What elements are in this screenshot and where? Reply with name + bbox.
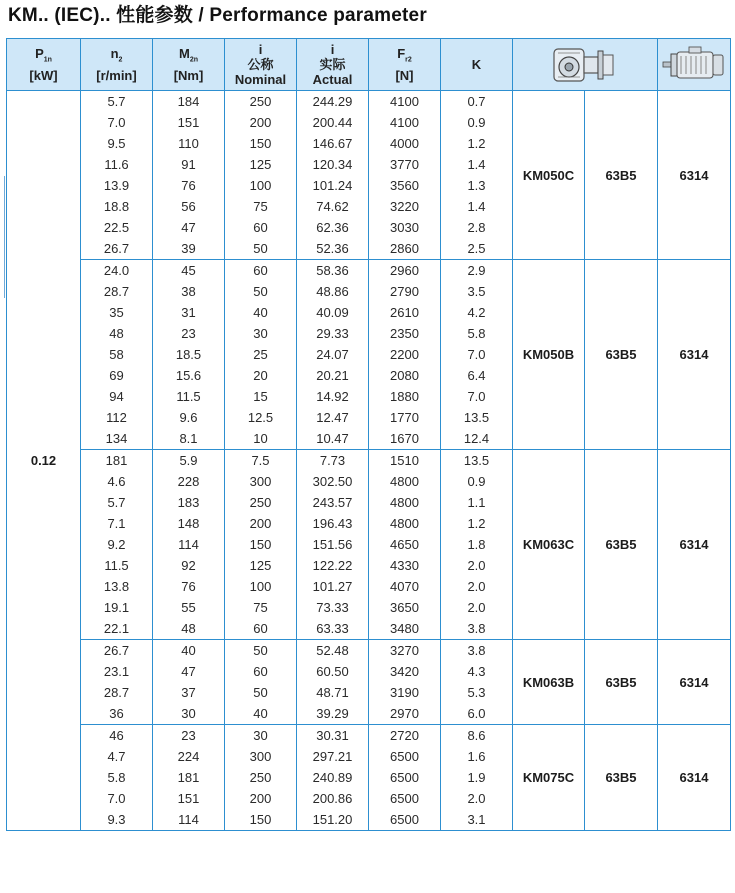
n2-cell: 28.7 bbox=[81, 281, 153, 302]
n2-cell: 7.0 bbox=[81, 788, 153, 809]
k-cell: 1.4 bbox=[441, 154, 513, 175]
k-cell: 2.0 bbox=[441, 597, 513, 618]
fr2-cell: 4100 bbox=[369, 91, 441, 113]
model-cell: KM050B bbox=[513, 260, 585, 450]
k-cell: 1.2 bbox=[441, 133, 513, 154]
header-i-actual: i 实际 Actual bbox=[297, 39, 369, 91]
i-actual-cell: 101.24 bbox=[297, 175, 369, 196]
fr2-cell: 2610 bbox=[369, 302, 441, 323]
i-nominal-cell: 75 bbox=[225, 196, 297, 217]
fr2-cell: 2200 bbox=[369, 344, 441, 365]
n2-cell: 5.8 bbox=[81, 767, 153, 788]
motor-cell: 63B5 bbox=[585, 640, 658, 725]
n2-cell: 5.7 bbox=[81, 91, 153, 113]
i-nominal-cell: 50 bbox=[225, 682, 297, 703]
n2-cell: 48 bbox=[81, 323, 153, 344]
k-cell: 6.4 bbox=[441, 365, 513, 386]
k-cell: 8.6 bbox=[441, 725, 513, 747]
n2-cell: 134 bbox=[81, 428, 153, 450]
m2n-cell: 114 bbox=[153, 809, 225, 831]
m2n-cell: 183 bbox=[153, 492, 225, 513]
n2-cell: 9.5 bbox=[81, 133, 153, 154]
k-cell: 0.7 bbox=[441, 91, 513, 113]
i-actual-cell: 63.33 bbox=[297, 618, 369, 640]
fr2-cell: 4650 bbox=[369, 534, 441, 555]
k-cell: 1.8 bbox=[441, 534, 513, 555]
fr2-cell: 1670 bbox=[369, 428, 441, 450]
m2n-cell: 40 bbox=[153, 640, 225, 662]
m2n-cell: 15.6 bbox=[153, 365, 225, 386]
i-nominal-cell: 100 bbox=[225, 175, 297, 196]
page-title: KM.. (IEC).. 性能参数 / Performance parameter bbox=[8, 5, 427, 26]
i-actual-cell: 30.31 bbox=[297, 725, 369, 747]
motor-cell: 63B5 bbox=[585, 91, 658, 260]
k-cell: 0.9 bbox=[441, 112, 513, 133]
i-actual-cell: 20.21 bbox=[297, 365, 369, 386]
motor-cell: 63B5 bbox=[585, 725, 658, 831]
i-actual-cell: 58.36 bbox=[297, 260, 369, 282]
fr2-cell: 2960 bbox=[369, 260, 441, 282]
k-cell: 13.5 bbox=[441, 450, 513, 472]
header-m2n: $M_{2n}$ [Nm] bbox=[153, 39, 225, 91]
n2-cell: 35 bbox=[81, 302, 153, 323]
n2-cell: 22.1 bbox=[81, 618, 153, 640]
n2-cell: 4.7 bbox=[81, 746, 153, 767]
m2n-cell: 151 bbox=[153, 788, 225, 809]
i-actual-cell: 74.62 bbox=[297, 196, 369, 217]
n2-cell: 112 bbox=[81, 407, 153, 428]
k-cell: 5.3 bbox=[441, 682, 513, 703]
i-actual-cell: 101.27 bbox=[297, 576, 369, 597]
k-cell: 2.5 bbox=[441, 238, 513, 260]
i-actual-cell: 297.21 bbox=[297, 746, 369, 767]
model-cell: KM050C bbox=[513, 91, 585, 260]
n2-cell: 94 bbox=[81, 386, 153, 407]
fr2-cell: 4330 bbox=[369, 555, 441, 576]
n2-cell: 28.7 bbox=[81, 682, 153, 703]
n2-cell: 9.2 bbox=[81, 534, 153, 555]
i-actual-cell: 244.29 bbox=[297, 91, 369, 113]
i-nominal-cell: 15 bbox=[225, 386, 297, 407]
n2-cell: 11.5 bbox=[81, 555, 153, 576]
n2-cell: 5.7 bbox=[81, 492, 153, 513]
k-cell: 0.9 bbox=[441, 471, 513, 492]
model-cell: KM063B bbox=[513, 640, 585, 725]
i-nominal-cell: 150 bbox=[225, 534, 297, 555]
i-actual-cell: 196.43 bbox=[297, 513, 369, 534]
k-cell: 7.0 bbox=[441, 344, 513, 365]
motor-cell: 63B5 bbox=[585, 450, 658, 640]
m2n-cell: 9.6 bbox=[153, 407, 225, 428]
bearing-cell: 6314 bbox=[658, 260, 731, 450]
k-cell: 2.8 bbox=[441, 217, 513, 238]
m2n-cell: 55 bbox=[153, 597, 225, 618]
n2-cell: 13.9 bbox=[81, 175, 153, 196]
fr2-cell: 4800 bbox=[369, 513, 441, 534]
i-nominal-cell: 7.5 bbox=[225, 450, 297, 472]
m2n-cell: 11.5 bbox=[153, 386, 225, 407]
k-cell: 3.8 bbox=[441, 640, 513, 662]
header-k: K bbox=[441, 39, 513, 91]
i-actual-cell: 240.89 bbox=[297, 767, 369, 788]
fr2-cell: 3650 bbox=[369, 597, 441, 618]
m2n-cell: 56 bbox=[153, 196, 225, 217]
k-cell: 1.1 bbox=[441, 492, 513, 513]
i-nominal-cell: 200 bbox=[225, 788, 297, 809]
i-nominal-cell: 300 bbox=[225, 746, 297, 767]
m2n-cell: 37 bbox=[153, 682, 225, 703]
n2-cell: 11.6 bbox=[81, 154, 153, 175]
fr2-cell: 3480 bbox=[369, 618, 441, 640]
fr2-cell: 3560 bbox=[369, 175, 441, 196]
k-cell: 1.6 bbox=[441, 746, 513, 767]
i-actual-cell: 7.73 bbox=[297, 450, 369, 472]
i-actual-cell: 48.86 bbox=[297, 281, 369, 302]
m2n-cell: 47 bbox=[153, 661, 225, 682]
header-p1n: $P_{1n}$ [kW] bbox=[7, 39, 81, 91]
m2n-cell: 114 bbox=[153, 534, 225, 555]
i-actual-cell: 151.56 bbox=[297, 534, 369, 555]
n2-cell: 22.5 bbox=[81, 217, 153, 238]
fr2-cell: 2970 bbox=[369, 703, 441, 725]
header-fr2: $F_{r2}$ [N] bbox=[369, 39, 441, 91]
fr2-cell: 6500 bbox=[369, 788, 441, 809]
i-actual-cell: 14.92 bbox=[297, 386, 369, 407]
m2n-cell: 76 bbox=[153, 576, 225, 597]
i-actual-cell: 24.07 bbox=[297, 344, 369, 365]
m2n-cell: 48 bbox=[153, 618, 225, 640]
k-cell: 12.4 bbox=[441, 428, 513, 450]
fr2-cell: 4000 bbox=[369, 133, 441, 154]
bearing-cell: 6314 bbox=[658, 450, 731, 640]
i-nominal-cell: 50 bbox=[225, 640, 297, 662]
i-nominal-cell: 40 bbox=[225, 703, 297, 725]
k-cell: 3.8 bbox=[441, 618, 513, 640]
i-nominal-cell: 12.5 bbox=[225, 407, 297, 428]
i-actual-cell: 29.33 bbox=[297, 323, 369, 344]
n2-cell: 9.3 bbox=[81, 809, 153, 831]
n2-cell: 26.7 bbox=[81, 640, 153, 662]
i-actual-cell: 52.36 bbox=[297, 238, 369, 260]
table-row bbox=[7, 640, 731, 662]
i-nominal-cell: 250 bbox=[225, 767, 297, 788]
k-cell: 5.8 bbox=[441, 323, 513, 344]
i-nominal-cell: 25 bbox=[225, 344, 297, 365]
m2n-cell: 45 bbox=[153, 260, 225, 282]
fr2-cell: 1770 bbox=[369, 407, 441, 428]
m2n-cell: 184 bbox=[153, 91, 225, 113]
fr2-cell: 4070 bbox=[369, 576, 441, 597]
table-row bbox=[7, 260, 731, 282]
header-i-nominal: i 公称 Nominal bbox=[225, 39, 297, 91]
m2n-cell: 110 bbox=[153, 133, 225, 154]
m2n-cell: 31 bbox=[153, 302, 225, 323]
table-body bbox=[7, 91, 731, 831]
i-nominal-cell: 125 bbox=[225, 154, 297, 175]
n2-cell: 36 bbox=[81, 703, 153, 725]
i-nominal-cell: 60 bbox=[225, 260, 297, 282]
i-actual-cell: 62.36 bbox=[297, 217, 369, 238]
i-actual-cell: 52.48 bbox=[297, 640, 369, 662]
n2-cell: 23.1 bbox=[81, 661, 153, 682]
i-actual-cell: 10.47 bbox=[297, 428, 369, 450]
bearing-cell: 6314 bbox=[658, 91, 731, 260]
i-actual-cell: 40.09 bbox=[297, 302, 369, 323]
i-actual-cell: 120.34 bbox=[297, 154, 369, 175]
i-actual-cell: 12.47 bbox=[297, 407, 369, 428]
k-cell: 2.0 bbox=[441, 788, 513, 809]
m2n-cell: 92 bbox=[153, 555, 225, 576]
i-actual-cell: 243.57 bbox=[297, 492, 369, 513]
fr2-cell: 3030 bbox=[369, 217, 441, 238]
k-cell: 1.9 bbox=[441, 767, 513, 788]
left-margin-mark bbox=[4, 176, 5, 298]
i-actual-cell: 200.86 bbox=[297, 788, 369, 809]
n2-cell: 7.0 bbox=[81, 112, 153, 133]
k-cell: 3.1 bbox=[441, 809, 513, 831]
i-nominal-cell: 50 bbox=[225, 238, 297, 260]
m2n-cell: 47 bbox=[153, 217, 225, 238]
m2n-cell: 148 bbox=[153, 513, 225, 534]
table-row bbox=[7, 91, 731, 113]
i-nominal-cell: 150 bbox=[225, 809, 297, 831]
i-actual-cell: 122.22 bbox=[297, 555, 369, 576]
k-cell: 6.0 bbox=[441, 703, 513, 725]
n2-cell: 19.1 bbox=[81, 597, 153, 618]
i-actual-cell: 146.67 bbox=[297, 133, 369, 154]
fr2-cell: 3270 bbox=[369, 640, 441, 662]
table-row bbox=[7, 725, 731, 747]
k-cell: 7.0 bbox=[441, 386, 513, 407]
m2n-cell: 181 bbox=[153, 767, 225, 788]
performance-table bbox=[6, 38, 731, 831]
i-nominal-cell: 150 bbox=[225, 133, 297, 154]
header-gearbox-image bbox=[513, 39, 658, 91]
n2-cell: 46 bbox=[81, 725, 153, 747]
i-actual-cell: 48.71 bbox=[297, 682, 369, 703]
m2n-cell: 76 bbox=[153, 175, 225, 196]
m2n-cell: 151 bbox=[153, 112, 225, 133]
i-nominal-cell: 40 bbox=[225, 302, 297, 323]
i-nominal-cell: 250 bbox=[225, 492, 297, 513]
fr2-cell: 6500 bbox=[369, 809, 441, 831]
worm-gearbox-icon bbox=[550, 43, 620, 87]
i-nominal-cell: 50 bbox=[225, 281, 297, 302]
n2-cell: 26.7 bbox=[81, 238, 153, 260]
k-cell: 4.3 bbox=[441, 661, 513, 682]
k-cell: 4.2 bbox=[441, 302, 513, 323]
i-nominal-cell: 100 bbox=[225, 576, 297, 597]
fr2-cell: 2350 bbox=[369, 323, 441, 344]
k-cell: 2.0 bbox=[441, 576, 513, 597]
n2-cell: 4.6 bbox=[81, 471, 153, 492]
m2n-cell: 18.5 bbox=[153, 344, 225, 365]
i-actual-cell: 200.44 bbox=[297, 112, 369, 133]
fr2-cell: 4800 bbox=[369, 471, 441, 492]
i-nominal-cell: 300 bbox=[225, 471, 297, 492]
i-nominal-cell: 30 bbox=[225, 323, 297, 344]
fr2-cell: 2720 bbox=[369, 725, 441, 747]
i-nominal-cell: 60 bbox=[225, 661, 297, 682]
n2-cell: 7.1 bbox=[81, 513, 153, 534]
i-nominal-cell: 200 bbox=[225, 513, 297, 534]
fr2-cell: 2080 bbox=[369, 365, 441, 386]
fr2-cell: 1510 bbox=[369, 450, 441, 472]
n2-cell: 69 bbox=[81, 365, 153, 386]
i-nominal-cell: 60 bbox=[225, 618, 297, 640]
m2n-cell: 23 bbox=[153, 323, 225, 344]
fr2-cell: 3190 bbox=[369, 682, 441, 703]
i-nominal-cell: 200 bbox=[225, 112, 297, 133]
motor-cell: 63B5 bbox=[585, 260, 658, 450]
bearing-cell: 6314 bbox=[658, 640, 731, 725]
i-nominal-cell: 125 bbox=[225, 555, 297, 576]
i-nominal-cell: 10 bbox=[225, 428, 297, 450]
m2n-cell: 23 bbox=[153, 725, 225, 747]
fr2-cell: 4800 bbox=[369, 492, 441, 513]
power-cell: 0.12 bbox=[7, 91, 81, 831]
k-cell: 2.9 bbox=[441, 260, 513, 282]
k-cell: 2.0 bbox=[441, 555, 513, 576]
fr2-cell: 6500 bbox=[369, 746, 441, 767]
fr2-cell: 2860 bbox=[369, 238, 441, 260]
table-header-row bbox=[7, 39, 731, 91]
fr2-cell: 2790 bbox=[369, 281, 441, 302]
k-cell: 1.3 bbox=[441, 175, 513, 196]
m2n-cell: 30 bbox=[153, 703, 225, 725]
header-n2: $n_2$ [r/min] bbox=[81, 39, 153, 91]
fr2-cell: 3420 bbox=[369, 661, 441, 682]
model-cell: KM063C bbox=[513, 450, 585, 640]
i-actual-cell: 39.29 bbox=[297, 703, 369, 725]
n2-cell: 18.8 bbox=[81, 196, 153, 217]
fr2-cell: 6500 bbox=[369, 767, 441, 788]
electric-motor-icon bbox=[661, 45, 727, 85]
header-motor-image bbox=[658, 39, 731, 91]
fr2-cell: 4100 bbox=[369, 112, 441, 133]
k-cell: 1.4 bbox=[441, 196, 513, 217]
i-nominal-cell: 75 bbox=[225, 597, 297, 618]
i-nominal-cell: 250 bbox=[225, 91, 297, 113]
i-nominal-cell: 60 bbox=[225, 217, 297, 238]
n2-cell: 58 bbox=[81, 344, 153, 365]
fr2-cell: 3220 bbox=[369, 196, 441, 217]
i-actual-cell: 73.33 bbox=[297, 597, 369, 618]
bearing-cell: 6314 bbox=[658, 725, 731, 831]
m2n-cell: 39 bbox=[153, 238, 225, 260]
i-nominal-cell: 20 bbox=[225, 365, 297, 386]
k-cell: 13.5 bbox=[441, 407, 513, 428]
m2n-cell: 5.9 bbox=[153, 450, 225, 472]
k-cell: 3.5 bbox=[441, 281, 513, 302]
n2-cell: 13.8 bbox=[81, 576, 153, 597]
k-cell: 1.2 bbox=[441, 513, 513, 534]
fr2-cell: 1880 bbox=[369, 386, 441, 407]
i-nominal-cell: 30 bbox=[225, 725, 297, 747]
n2-cell: 24.0 bbox=[81, 260, 153, 282]
m2n-cell: 91 bbox=[153, 154, 225, 175]
m2n-cell: 224 bbox=[153, 746, 225, 767]
n2-cell: 181 bbox=[81, 450, 153, 472]
fr2-cell: 3770 bbox=[369, 154, 441, 175]
i-actual-cell: 302.50 bbox=[297, 471, 369, 492]
m2n-cell: 8.1 bbox=[153, 428, 225, 450]
i-actual-cell: 60.50 bbox=[297, 661, 369, 682]
model-cell: KM075C bbox=[513, 725, 585, 831]
m2n-cell: 38 bbox=[153, 281, 225, 302]
i-actual-cell: 151.20 bbox=[297, 809, 369, 831]
m2n-cell: 228 bbox=[153, 471, 225, 492]
table-row bbox=[7, 450, 731, 472]
